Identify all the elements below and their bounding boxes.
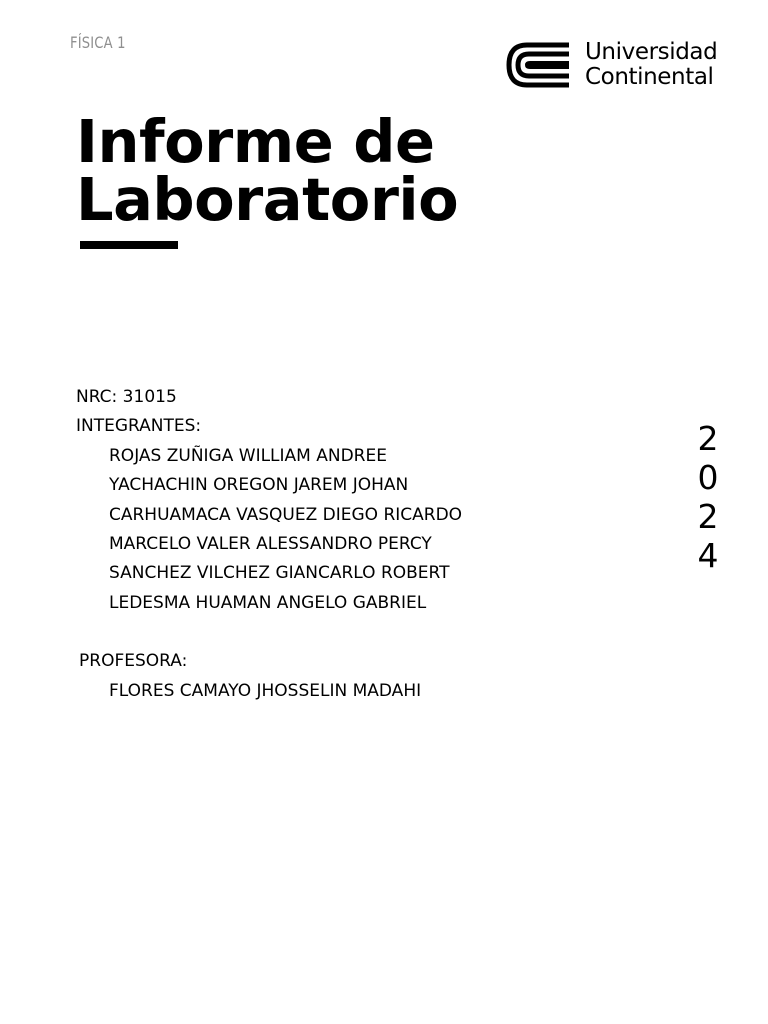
members-label: INTEGRANTES: bbox=[76, 416, 202, 437]
section-spacer bbox=[76, 618, 462, 647]
university-logo bbox=[505, 40, 745, 92]
title-underline-bar bbox=[80, 241, 178, 249]
member-name: SANCHEZ VILCHEZ GIANCARLO ROBERT bbox=[109, 563, 450, 584]
member-name: CARHUAMACA VASQUEZ DIEGO RICARDO bbox=[109, 504, 463, 525]
university-continental-logo-icon bbox=[505, 41, 573, 89]
member-name: ROJAS ZUÑIGA WILLIAM ANDREE bbox=[109, 445, 387, 466]
member-name: YACHACHIN OREGON JAREM JOHAN bbox=[109, 475, 409, 496]
university-name-line1: Universidad bbox=[585, 39, 718, 65]
year-digit: 4 bbox=[697, 536, 719, 575]
member-name: LEDESMA HUAMAN ANGELO GABRIEL bbox=[109, 592, 427, 613]
report-title-line1: Informe de bbox=[76, 107, 435, 176]
report-details bbox=[76, 383, 462, 706]
year-digit: 2 bbox=[697, 419, 719, 458]
professor-label: PROFESORA: bbox=[79, 651, 188, 672]
year-vertical bbox=[695, 419, 721, 575]
university-name bbox=[585, 40, 717, 90]
report-title-line2: Laboratorio bbox=[76, 165, 459, 234]
year-digit: 2 bbox=[697, 497, 719, 536]
year-digit: 0 bbox=[697, 458, 719, 497]
nrc-code: NRC: 31015 bbox=[76, 387, 177, 407]
professor-name: FLORES CAMAYO JHOSSELIN MADAHI bbox=[109, 680, 422, 701]
member-name: MARCELO VALER ALESSANDRO PERCY bbox=[109, 534, 432, 555]
course-name: FÍSICA 1 bbox=[70, 33, 126, 52]
report-title bbox=[76, 107, 459, 234]
university-name-line2: Continental bbox=[585, 64, 714, 90]
